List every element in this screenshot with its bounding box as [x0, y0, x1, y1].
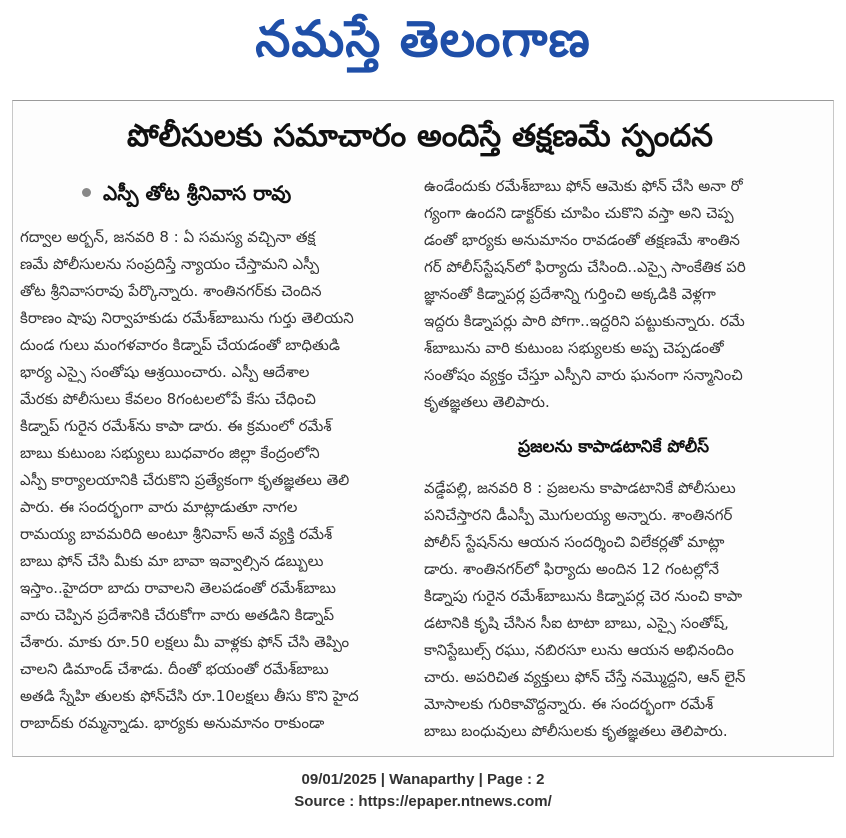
article-line: ఇస్తాం..హైదరా బాదు రావాలని తెలపడంతో రమేశ్‌బాబు — [20, 579, 336, 597]
article-line: డటానికి కృషి చేసిన సీఐ టాటా బాబు, ఎస్సై సంతోష్, — [424, 614, 729, 632]
article-line: గద్వాల అర్బన్, జనవరి 8 : ఏ సమస్య వచ్చినా తక్ష — [20, 228, 316, 246]
bullet-icon — [82, 188, 91, 197]
right-column-top — [424, 173, 829, 416]
article-line: దుండ గులు మంగళవారం కిడ్నాప్ చేయడంతో బాధితుడి — [20, 336, 340, 354]
article-line: ఇద్దరు కిడ్నాపర్లు పారి పోగా..ఇద్దరిని పట్టుకున్నారు. రమే — [424, 312, 745, 330]
article-line: మోసాలకు గురికావొద్దన్నారు. ఈ సందర్భంగా రమేశ్ — [424, 695, 714, 713]
article-line: బాబు ఫోన్ చేసి మీకు మా బావా ఇవ్వాల్సిన డబ్బులు — [20, 552, 324, 570]
article-line: గ్యంగా ఉందని డాక్టర్‌కు చూపిం చుకొని వస్తా అని చెప్ప — [424, 204, 734, 222]
article-line: వారు చెప్పిన ప్రదేశానికి చేరుకోగా వారు అతడిని కిడ్నాప్ — [20, 606, 335, 624]
article-line: డారు. శాంతినగర్‌లో ఫిర్యాదు అందిన 12 గంటల్లోనే — [424, 560, 720, 578]
byline-text: ఎస్పీ తోట శ్రీనివాస రావు — [103, 181, 292, 205]
left-column — [20, 224, 420, 737]
article-line: శ్‌బాబును వారి కుటుంబ సభ్యులకు అప్ప చెప్పడంతో — [424, 339, 724, 357]
article-line: కిరాణం షాపు నిర్వాహకుడు రమేశ్‌బాబును గుర్తు తెలియని — [20, 309, 354, 327]
article-line: తోట శ్రీనివాసరావు పేర్కొన్నారు. శాంతినగర్‌కు చెందిన — [20, 282, 322, 300]
footer-date-edition: 09/01/2025 | Wanaparthy | Page : 2 — [301, 771, 545, 788]
article-line: బాబు బంధువులు పోలీసులకు కృతజ్ఞతలు తెలిపారు. — [424, 722, 728, 740]
footer-source: Source : https://epaper.ntnews.com/ — [294, 793, 552, 810]
article-line: రాబాద్‌కు రమ్మన్నాడు. భార్యకు అనుమానం రాకుండా — [20, 714, 325, 732]
article-line: డంతో భార్యకు అనుమానం రావడంతో తక్షణమే శాంతిన — [424, 231, 740, 249]
article-line: పోలీస్ స్టేషన్‌ను ఆయన సందర్శించి విలేకర్లతో మాట్లా — [424, 533, 725, 551]
article-line: చారు. అపరిచిత వ్యక్తులు ఫోన్ చేస్తే నమ్మొద్దని, ఆన్ లైన్ — [424, 668, 746, 686]
article-line: రామయ్య బావమరిది అంటూ శ్రీనివాస్ అనే వ్యక్తి రమేశ్ — [20, 525, 333, 543]
article-byline — [82, 178, 291, 208]
article-line: జ్ఞానంతో కిడ్నాపర్ల ప్రదేశాన్ని గుర్తించి అక్కడికి వెళ్లగా — [424, 285, 716, 303]
article-line: ఎస్పీ కార్యాలయానికి చేరుకొని ప్రత్యేకంగా కృతజ్ఞతలు తెలి — [20, 471, 350, 489]
article-line: చేశారు. మాకు రూ.50 లక్షలు మీ వాళ్లకు ఫోన్ చేసి తెప్పిం — [20, 633, 350, 651]
article-line: వడ్డేపల్లి, జనవరి 8 : ప్రజలను కాపాడటానికే పోలీసులు — [424, 479, 736, 497]
article-line: మేరకు పోలీసులు కేవలం 8గంటలలోపే కేసు చేధించి — [20, 390, 316, 408]
article-line: పనిచేస్తారని డీఎస్పీ మొగులయ్య అన్నారు. శాంతినగర్ — [424, 506, 733, 524]
article-line: కృతజ్ఞతలు తెలిపారు. — [424, 393, 550, 411]
article-line: కానిస్టేబుల్స్ రఘు, నబిరసూ లును ఆయన అభినందిం — [424, 641, 734, 659]
article-line: పారు. ఈ సందర్భంగా వారు మాట్లాడుతూ నాగల — [20, 498, 298, 516]
article-line: కిడ్నాప్ గురైన రమేశ్‌ను కాపా డారు. ఈ క్రమంలో రమేశ్ — [20, 417, 332, 435]
article-line: అతడి స్నేహి తులకు ఫోన్‌చేసి రూ.10లక్షలు తీసు కొని హైద — [20, 687, 359, 705]
article-line: సంతోషం వ్యక్తం చేస్తూ ఎస్పీని వారు ఘనంగా సన్మానించి — [424, 366, 743, 384]
article-line: భార్య ఎస్సై సంతోషు ఆశ్రయించారు. ఎస్పీ ఆదేశాల — [20, 363, 310, 381]
sub-heading: ప్రజలను కాపాడటానికే పోలీస్ — [518, 437, 710, 457]
article-line: చాలని డిమాండ్ చేశాడు. దీంతో భయంతో రమేశ్‌బాబు — [20, 660, 329, 678]
article-headline: పోలీసులకు సమాచారం అందిస్తే తక్షణమే స్పందన — [126, 118, 714, 154]
article-line: కిడ్నాపు గురైన రమేశ్‌బాబును కిడ్నాపర్ల చెర నుంచి కాపా — [424, 587, 743, 605]
newspaper-masthead: నమస్తే తెలంగాణ — [255, 10, 591, 68]
article-line: ణమే పోలీసులను సంప్రదిస్తే న్యాయం చేస్తామని ఎస్పీ — [20, 255, 320, 273]
right-column-bottom — [424, 475, 829, 745]
article-line: గర్ పోలీస్‌స్టేషన్‌లో ఫిర్యాదు చేసింది..ఎస్సై సాంకేతిక పరి — [424, 258, 746, 276]
article-line: ఉండేందుకు రమేశ్‌బాబు ఫోన్ ఆమెకు ఫోన్ చేసి అనా రో — [424, 177, 743, 195]
article-line: బాబు కుటుంబ సభ్యులు బుధవారం జిల్లా కేంద్రంలోని — [20, 444, 320, 462]
